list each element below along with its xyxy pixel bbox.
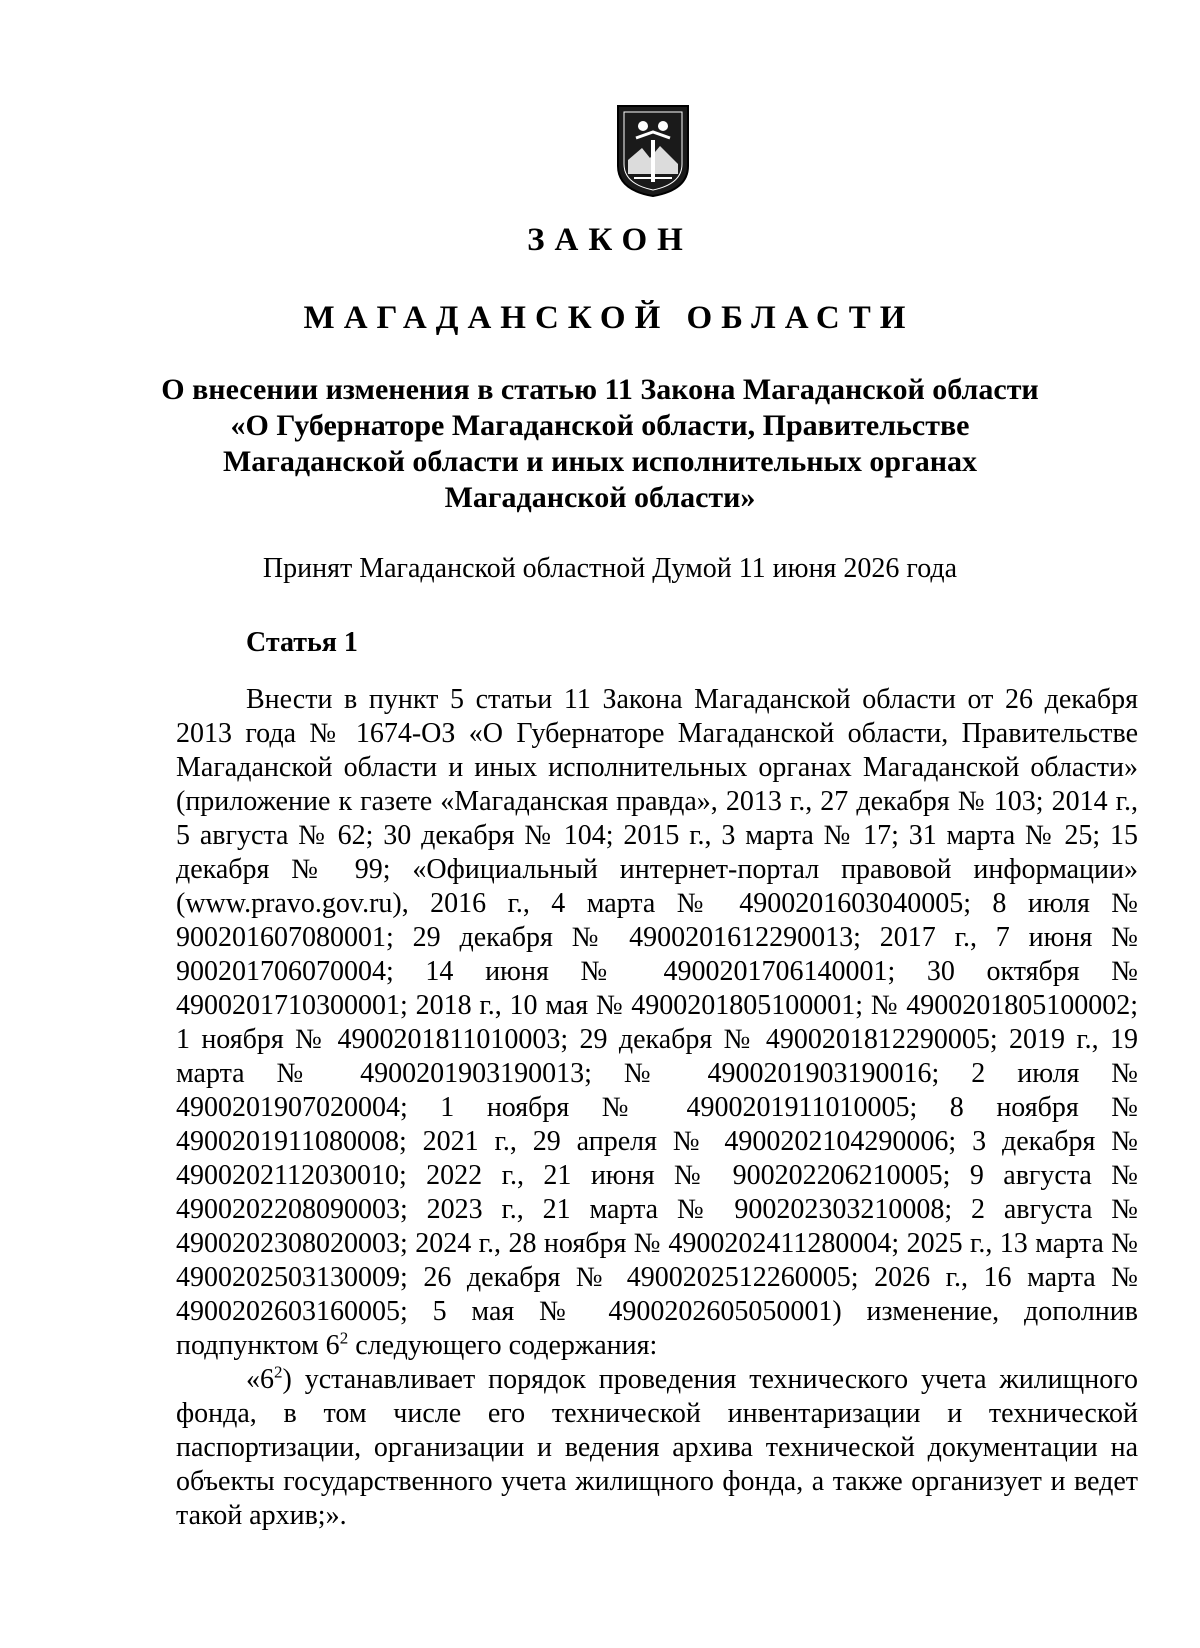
- superscript: 2: [274, 1362, 283, 1382]
- coat-of-arms-icon: [616, 104, 690, 198]
- paragraph-1-text: Внести в пункт 5 статьи 11 Закона Магаданской области от 26 декабря 2013 года № 1674-ОЗ «О Губернаторе Магаданской области, Правительстве Магаданской области и иных исполнительных органах Магаданской области» (приложение к газете «Магаданская правда», 2013 г., 27 декабря № 103; 2014 г., 5 августа № 62; 30 декабря № 104; 2015 г., 3 марта № 17; 31 марта № 25; 15 декабря № 99; «Официальный интернет-портал правовой информации» (www.pravo.gov.ru), 2016 г., 4 марта № 4900201603040005; 8 июля № 900201607080001; 29 декабря № 4900201612290013; 2017 г., 7 июня № 900201706070004; 14 июня № 4900201706140001; 30 октября № 4900201710300001; 2018 г., 10 мая № 4900201805100001; № 4900201805100002; 1 ноября № 4900201811010003; 29 декабря № 4900201812290005; 2019 г., 19 марта № 4900201903190013; № 4900201903190016; 2 июля № 4900201907020004; 1 ноября № 4900201911010005; 8 ноября № 4900201911080008; 2021 г., 29 апреля № 4900202104290006; 3 декабря № 4900202112030010; 2022 г., 21 июня № 900202206210005; 9 августа № 4900202208090003; 2023 г., 21 марта № 900202303210008; 2 августа № 4900202308020003; 2024 г., 28 ноября № 4900202411280004; 2025 г., 13 марта № 4900202503130009; 26 декабря № 4900202512260005; 2026 г., 16 марта № 4900202603160005; 5 мая № 4900202605050001) изменение, дополнив подпунктом 6: [176, 684, 1138, 1361]
- paragraph-2-open: «6: [246, 1364, 274, 1395]
- article-paragraph-2: [176, 1363, 1138, 1533]
- adoption-note: Принят Магаданской областной Думой 11 июня 2026 года: [262, 553, 958, 584]
- article-paragraph-1: [176, 683, 1138, 1363]
- paragraph-1-ending: следующего содержания:: [348, 1330, 658, 1361]
- superscript: 2: [339, 1328, 349, 1348]
- paragraph-2-text: ) устанавливает порядок проведения технического учета жилищного фонда, в том числе его технической инвентаризации и технической паспортизации, организации и ведения архива технической документации на объекты государственного учета жилищного фонда, а также организует и ведет такой архив;».: [176, 1364, 1138, 1531]
- law-title: ЗАКОН: [527, 222, 693, 258]
- article-body: [176, 683, 1138, 1533]
- law-subject-title: О внесении изменения в статью 11 Закона Магаданской области «О Губернаторе Магаданской области, Правительстве Магаданской области и иных исполнительных органах Магаданской области»: [161, 373, 1039, 514]
- region-title: МАГАДАНСКОЙ ОБЛАСТИ: [303, 300, 915, 336]
- article-heading: Статья 1: [246, 627, 358, 658]
